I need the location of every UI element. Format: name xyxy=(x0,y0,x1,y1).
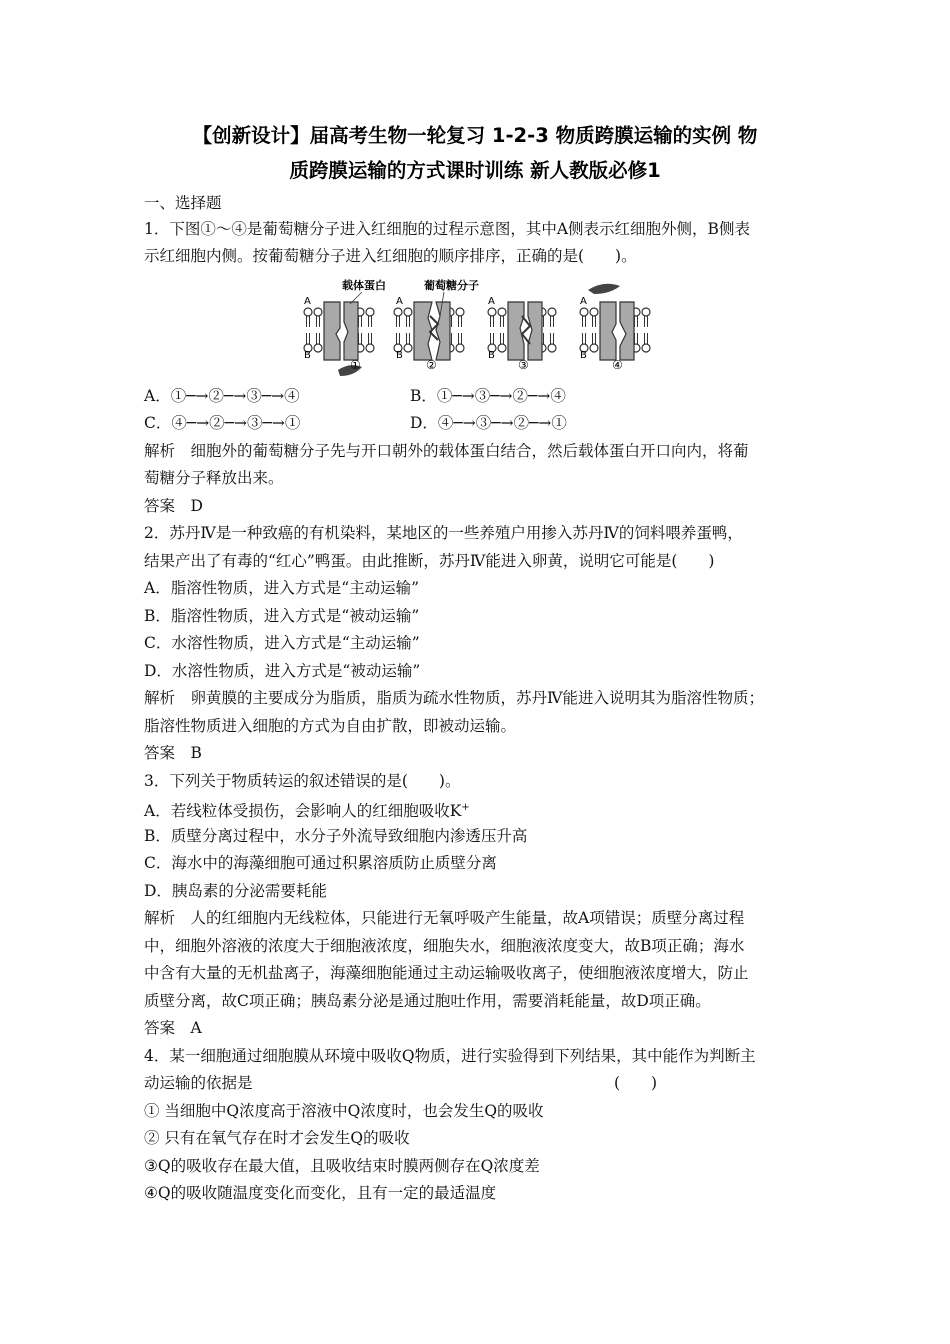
label-side-a: A xyxy=(304,296,311,307)
section-heading: 一、选择题 xyxy=(144,194,222,212)
q4-item-1: ① 当细胞中Q浓度高于溶液中Q浓度时，也会发生Q的吸收 xyxy=(144,1102,544,1120)
title-line-1: 【创新设计】届高考生物一轮复习 1-2-3 物质跨膜运输的实例 物 xyxy=(192,124,758,147)
q2-explanation-line-2: 脂溶性物质进入细胞的方式为自由扩散，即被动运输。 xyxy=(144,717,517,735)
q2-answer: 答案 B xyxy=(144,744,202,762)
q2-option-b: B．脂溶性物质，进入方式是“被动运输” xyxy=(144,607,420,625)
svg-text:④: ④ xyxy=(612,358,623,372)
q1-option-b: B．①─→③─→②─→④ xyxy=(410,387,566,405)
label-glucose-molecule: 葡萄糖分子 xyxy=(424,279,479,292)
q3-option-c: C．海水中的海藻细胞可通过积累溶质防止质壁分离 xyxy=(144,854,497,872)
q3-option-a-text: A．若线粒体受损伤，会影响人的红细胞吸收K xyxy=(144,802,462,821)
q4-answer-blank: ( ) xyxy=(614,1074,658,1092)
label-side-b-3: B xyxy=(488,350,495,361)
panel-3 xyxy=(488,302,556,372)
glucose-transport-figure xyxy=(290,272,670,384)
panel-4 xyxy=(580,284,650,372)
q3-explanation-line-2: 中，细胞外溶液的浓度大于细胞液浓度，细胞失水，细胞液浓度变大，故B项正确；海水 xyxy=(144,937,745,955)
q4-item-3: ③Q的吸收存在最大值，且吸收结束时膜两侧存在Q浓度差 xyxy=(144,1157,540,1175)
q1-option-a: A．①─→②─→③─→④ xyxy=(144,387,300,405)
panel-1 xyxy=(304,302,374,376)
q1-stem-line-2: 示红细胞内侧。按葡萄糖分子进入红细胞的顺序排序，正确的是( )。 xyxy=(144,247,637,265)
q1-explanation-line-2: 萄糖分子释放出来。 xyxy=(144,469,284,487)
q2-stem-line-1: 2．苏丹Ⅳ是一种致癌的有机染料，某地区的一些养殖户用掺入苏丹Ⅳ的饲料喂养蛋鸭， xyxy=(144,524,743,542)
q2-option-d: D．水溶性物质，进入方式是“被动运输” xyxy=(144,662,421,680)
q3-option-b: B．质壁分离过程中，水分子外流导致细胞内渗透压升高 xyxy=(144,827,528,845)
label-side-a-2: A xyxy=(396,296,403,307)
q3-option-d: D．胰岛素的分泌需要耗能 xyxy=(144,882,327,900)
q4-stem-line-2: 动运输的依据是 xyxy=(144,1074,253,1092)
q2-explanation-line-1: 解析 卵黄膜的主要成分为脂质，脂质为疏水性物质，苏丹Ⅳ能进入说明其为脂溶性物质； xyxy=(144,689,764,707)
q1-option-d: D．④─→③─→②─→① xyxy=(410,414,567,432)
label-side-b-4: B xyxy=(580,350,587,361)
q1-answer: 答案 D xyxy=(144,497,203,515)
label-side-b: B xyxy=(304,350,311,361)
q4-stem-line-1: 4．某一细胞通过细胞膜从环境中吸收Q物质，进行实验得到下列结果，其中能作为判断主 xyxy=(144,1047,756,1065)
svg-text:②: ② xyxy=(426,358,437,372)
q1-stem-line-1: 1．下图①～④是葡萄糖分子进入红细胞的过程示意图，其中A侧表示红细胞外侧，B侧表 xyxy=(144,220,750,238)
q2-option-a: A．脂溶性物质，进入方式是“主动运输” xyxy=(144,579,420,597)
q3-option-a-superscript: + xyxy=(461,802,470,813)
q1-option-c: C．④─→②─→③─→① xyxy=(144,414,301,432)
label-side-b-2: B xyxy=(396,350,403,361)
document-title xyxy=(120,118,830,188)
q3-answer: 答案 A xyxy=(144,1019,202,1037)
q3-explanation-line-4: 质壁分离，故C项正确；胰岛素分泌是通过胞吐作用，需要消耗能量，故D项正确。 xyxy=(144,992,711,1010)
svg-text:③: ③ xyxy=(518,358,529,372)
q3-explanation-line-3: 中含有大量的无机盐离子，海藻细胞能通过主动运输吸收离子，使细胞液浓度增大，防止 xyxy=(144,964,749,982)
panel-2 xyxy=(394,302,464,372)
q4-item-4: ④Q的吸收随温度变化而变化，且有一定的最适温度 xyxy=(144,1184,497,1202)
q3-option-a xyxy=(144,798,470,821)
q2-stem-line-2: 结果产出了有毒的“红心”鸭蛋。由此推断，苏丹Ⅳ能进入卵黄，说明它可能是( ) xyxy=(144,552,715,570)
label-side-a-3: A xyxy=(488,296,495,307)
svg-text:①: ① xyxy=(350,358,361,372)
q2-option-c: C．水溶性物质，进入方式是“主动运输” xyxy=(144,634,420,652)
q3-stem: 3．下列关于物质转运的叙述错误的是( )。 xyxy=(144,772,461,790)
label-side-a-4: A xyxy=(580,296,587,307)
title-line-2: 质跨膜运输的方式课时训练 新人教版必修1 xyxy=(289,159,661,182)
q3-explanation-line-1: 解析 人的红细胞内无线粒体，只能进行无氧呼吸产生能量，故A项错误；质壁分离过程 xyxy=(144,909,745,927)
q1-explanation-line-1: 解析 细胞外的葡萄糖分子先与开口朝外的载体蛋白结合，然后载体蛋白开口向内，将葡 xyxy=(144,442,749,460)
label-carrier-protein: 载体蛋白 xyxy=(342,279,386,292)
q4-item-2: ② 只有在氧气存在时才会发生Q的吸收 xyxy=(144,1129,410,1147)
